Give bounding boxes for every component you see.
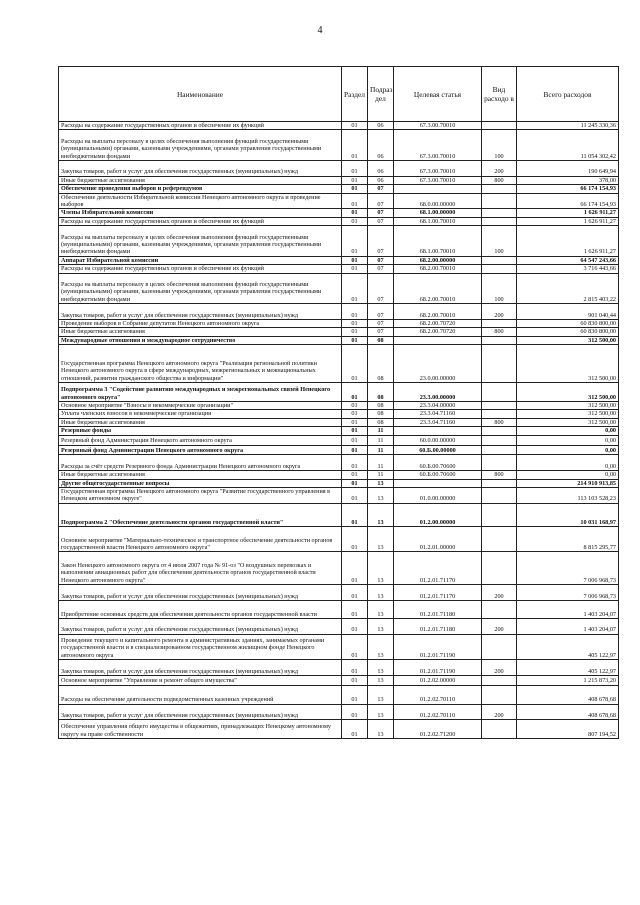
table-row xyxy=(59,704,619,720)
row-amount-cell: 11 054 302,42 xyxy=(517,130,619,161)
row-expense-type-cell xyxy=(482,601,517,619)
row-name-cell: Приобретение основных средств для обеспечения деятельности органов государственной власти xyxy=(59,601,342,619)
row-target-cell: 67.3.00.70010 xyxy=(394,176,482,184)
row-amount-cell: 11 245 330,36 xyxy=(517,122,619,130)
row-target-cell: 01.2.02.70110 xyxy=(394,704,482,720)
row-name-cell: Закупка товаров, работ и услуг для обеспечения государственных (муниципальных) нужд xyxy=(59,161,342,177)
table-row xyxy=(59,383,619,402)
row-amount-cell: 405 122,97 xyxy=(517,660,619,676)
row-target-cell: 68.1.00.00000 xyxy=(394,209,482,217)
row-expense-type-cell xyxy=(482,402,517,410)
row-razdel-cell: 01 xyxy=(342,487,368,503)
row-expense-type-cell: 100 xyxy=(482,273,517,304)
row-razdel-cell: 01 xyxy=(342,445,368,455)
row-target-cell: 60.Б.00.70600 xyxy=(394,455,482,471)
row-podrazdel-cell: 06 xyxy=(368,122,394,130)
budget-table xyxy=(58,66,619,739)
row-podrazdel-cell: 08 xyxy=(368,402,394,410)
row-name-cell: Закупка товаров, работ и услуг для обеспечения государственных (муниципальных) нужд xyxy=(59,619,342,635)
row-amount-cell: 408 678,68 xyxy=(517,685,619,704)
table-row xyxy=(59,445,619,455)
row-expense-type-cell xyxy=(482,193,517,209)
table-row xyxy=(59,304,619,320)
row-expense-type-cell xyxy=(482,479,517,487)
row-expense-type-cell xyxy=(482,256,517,264)
table-row xyxy=(59,526,619,551)
row-podrazdel-cell: 08 xyxy=(368,336,394,344)
row-name-cell: Расходы на содержание государственных органов и обеспечение их функций xyxy=(59,122,342,130)
row-expense-type-cell: 200 xyxy=(482,660,517,676)
row-expense-type-cell xyxy=(482,265,517,273)
row-razdel-cell: 01 xyxy=(342,552,368,585)
row-podrazdel-cell: 07 xyxy=(368,265,394,273)
row-expense-type-cell xyxy=(482,676,517,686)
table-row xyxy=(59,122,619,130)
row-expense-type-cell: 200 xyxy=(482,619,517,635)
row-name-cell: Основное мероприятие "Управление и ремонт общего имущества" xyxy=(59,676,342,686)
table-header-row xyxy=(59,67,619,122)
row-expense-type-cell xyxy=(482,503,517,526)
row-razdel-cell: 01 xyxy=(342,704,368,720)
row-amount-cell: 312 500,00 xyxy=(517,383,619,402)
row-target-cell: 01.2.01.71190 xyxy=(394,634,482,659)
row-name-cell: Расходы на содержание государственных органов и обеспечение их функций xyxy=(59,265,342,273)
row-podrazdel-cell: 07 xyxy=(368,273,394,304)
row-name-cell: Расходы на выплаты персоналу в целях обеспечения выполнения функций государственными (муниципальными) органами, казенными учреждениями, органами управления государственными внебюджетными фондами xyxy=(59,273,342,304)
row-podrazdel-cell: 11 xyxy=(368,435,394,445)
row-amount-cell: 1 626 911,27 xyxy=(517,226,619,257)
row-expense-type-cell: 200 xyxy=(482,304,517,320)
row-name-cell: Расходы на содержание государственных органов и обеспечение их функций xyxy=(59,217,342,225)
row-amount-cell: 807 194,52 xyxy=(517,720,619,739)
row-razdel-cell: 01 xyxy=(342,685,368,704)
row-expense-type-cell: 200 xyxy=(482,161,517,177)
row-podrazdel-cell: 13 xyxy=(368,619,394,635)
row-expense-type-cell: 100 xyxy=(482,130,517,161)
row-podrazdel-cell: 13 xyxy=(368,487,394,503)
row-name-cell: Иные бюджетные ассигнования xyxy=(59,471,342,479)
row-podrazdel-cell: 07 xyxy=(368,320,394,328)
table-row xyxy=(59,601,619,619)
row-podrazdel-cell: 11 xyxy=(368,471,394,479)
row-amount-cell: 1 403 204,07 xyxy=(517,619,619,635)
row-razdel-cell: 01 xyxy=(342,402,368,410)
row-name-cell: Закон Ненецкого автономного округа от 4 июля 2007 года № 91-оз "О воздушных перевозках и выполнении авиационных работ для обеспечения деятельности органов государственной власти Ненецкого автономного округа" xyxy=(59,552,342,585)
row-name-cell: Иные бюджетные ассигнования xyxy=(59,418,342,426)
row-amount-cell: 0,00 xyxy=(517,427,619,435)
row-target-cell: 01.2.00.00000 xyxy=(394,503,482,526)
row-name-cell: Закупка товаров, работ и услуг для обеспечения государственных (муниципальных) нужд xyxy=(59,304,342,320)
row-podrazdel-cell: 08 xyxy=(368,418,394,426)
row-expense-type-cell xyxy=(482,552,517,585)
row-expense-type-cell xyxy=(482,445,517,455)
row-podrazdel-cell: 07 xyxy=(368,217,394,225)
row-expense-type-cell: 800 xyxy=(482,328,517,336)
row-target-cell: 68.2.00.70720 xyxy=(394,320,482,328)
table-row xyxy=(59,660,619,676)
row-expense-type-cell xyxy=(482,383,517,402)
row-razdel-cell: 01 xyxy=(342,345,368,383)
row-razdel-cell: 01 xyxy=(342,585,368,601)
header-razdel: Раздел xyxy=(342,67,368,122)
row-razdel-cell: 01 xyxy=(342,217,368,225)
row-expense-type-cell: 800 xyxy=(482,176,517,184)
row-amount-cell: 312 500,00 xyxy=(517,336,619,344)
table-row xyxy=(59,585,619,601)
table-row xyxy=(59,328,619,336)
row-expense-type-cell xyxy=(482,634,517,659)
row-name-cell: Другие общегосударственные вопросы xyxy=(59,479,342,487)
page-number: 4 xyxy=(317,25,323,36)
row-name-cell: Резервный фонд Администрации Ненецкого автономного округа xyxy=(59,435,342,445)
table-row xyxy=(59,226,619,257)
row-target-cell xyxy=(394,185,482,193)
row-amount-cell: 312 500,00 xyxy=(517,410,619,418)
row-name-cell: Аппарат Избирательной комиссии xyxy=(59,256,342,264)
row-expense-type-cell xyxy=(482,209,517,217)
table-body xyxy=(59,122,619,739)
row-razdel-cell: 01 xyxy=(342,328,368,336)
table-row xyxy=(59,427,619,435)
row-amount-cell: 214 910 913,85 xyxy=(517,479,619,487)
table-row xyxy=(59,676,619,686)
row-target-cell xyxy=(394,336,482,344)
row-target-cell: 68.2.00.70010 xyxy=(394,265,482,273)
row-target-cell: 68.2.00.70720 xyxy=(394,328,482,336)
row-podrazdel-cell: 08 xyxy=(368,383,394,402)
row-target-cell: 01.2.02.70110 xyxy=(394,685,482,704)
row-razdel-cell: 01 xyxy=(342,256,368,264)
row-amount-cell: 0,00 xyxy=(517,455,619,471)
table-row xyxy=(59,503,619,526)
table-row xyxy=(59,410,619,418)
row-podrazdel-cell: 11 xyxy=(368,427,394,435)
row-podrazdel-cell: 13 xyxy=(368,720,394,739)
table-row xyxy=(59,455,619,471)
table-row xyxy=(59,256,619,264)
row-podrazdel-cell: 07 xyxy=(368,328,394,336)
row-razdel-cell: 01 xyxy=(342,619,368,635)
table-row xyxy=(59,265,619,273)
row-target-cell: 01.2.01.71180 xyxy=(394,619,482,635)
row-podrazdel-cell: 07 xyxy=(368,193,394,209)
row-podrazdel-cell: 13 xyxy=(368,479,394,487)
row-name-cell: Расходы на выплаты персоналу в целях обеспечения выполнения функций государственными (муниципальными) органами, казенными учреждениями, органами управления государственными внебюджетными фондами xyxy=(59,226,342,257)
row-expense-type-cell: 800 xyxy=(482,471,517,479)
row-name-cell: Расходы на выплаты персоналу в целях обеспечения выполнения функций государственными (муниципальными) органами, казенными учреждениями, органами управления государственными внебюджетными фондами xyxy=(59,130,342,161)
row-expense-type-cell xyxy=(482,427,517,435)
row-name-cell: Расходы за счёт средств Резервного фонда Администрации Ненецкого автономного округа xyxy=(59,455,342,471)
table-row xyxy=(59,161,619,177)
row-podrazdel-cell: 06 xyxy=(368,161,394,177)
row-razdel-cell: 01 xyxy=(342,676,368,686)
row-expense-type-cell xyxy=(482,410,517,418)
row-name-cell: Государственная программа Ненецкого автономного округа "Развитие государственного управления в Ненецком автономном округе" xyxy=(59,487,342,503)
row-expense-type-cell: 100 xyxy=(482,226,517,257)
row-expense-type-cell xyxy=(482,526,517,551)
table-row xyxy=(59,479,619,487)
row-razdel-cell: 01 xyxy=(342,427,368,435)
row-amount-cell: 405 122,97 xyxy=(517,634,619,659)
row-amount-cell: 408 678,68 xyxy=(517,704,619,720)
table-row xyxy=(59,435,619,445)
table-row xyxy=(59,209,619,217)
row-expense-type-cell xyxy=(482,320,517,328)
row-target-cell: 23.3.04.71160 xyxy=(394,418,482,426)
row-podrazdel-cell: 07 xyxy=(368,256,394,264)
row-podrazdel-cell: 07 xyxy=(368,304,394,320)
row-razdel-cell: 01 xyxy=(342,185,368,193)
table-row xyxy=(59,487,619,503)
table-row xyxy=(59,193,619,209)
row-amount-cell: 113 103 528,23 xyxy=(517,487,619,503)
row-expense-type-cell xyxy=(482,345,517,383)
row-podrazdel-cell: 13 xyxy=(368,552,394,585)
row-podrazdel-cell: 06 xyxy=(368,130,394,161)
row-target-cell: 60.Б.00.70600 xyxy=(394,471,482,479)
row-amount-cell: 901 040,44 xyxy=(517,304,619,320)
row-amount-cell: 60 830 800,00 xyxy=(517,320,619,328)
row-podrazdel-cell: 13 xyxy=(368,660,394,676)
row-target-cell: 23.3.00.00000 xyxy=(394,383,482,402)
row-target-cell: 68.1.00.70010 xyxy=(394,217,482,225)
row-name-cell: Международные отношения и международное сотрудничество xyxy=(59,336,342,344)
row-amount-cell: 378,00 xyxy=(517,176,619,184)
row-podrazdel-cell: 08 xyxy=(368,410,394,418)
row-podrazdel-cell: 13 xyxy=(368,601,394,619)
row-podrazdel-cell: 13 xyxy=(368,704,394,720)
row-razdel-cell: 01 xyxy=(342,320,368,328)
row-podrazdel-cell: 13 xyxy=(368,526,394,551)
row-amount-cell: 0,00 xyxy=(517,471,619,479)
row-target-cell: 68.2.00.70010 xyxy=(394,273,482,304)
row-podrazdel-cell: 11 xyxy=(368,455,394,471)
row-razdel-cell: 01 xyxy=(342,634,368,659)
row-razdel-cell: 01 xyxy=(342,418,368,426)
header-podrazdel: Подраз дел xyxy=(368,67,394,122)
row-podrazdel-cell: 13 xyxy=(368,634,394,659)
row-razdel-cell: 01 xyxy=(342,209,368,217)
row-target-cell: 68.2.00.00000 xyxy=(394,256,482,264)
row-podrazdel-cell: 07 xyxy=(368,209,394,217)
row-target-cell xyxy=(394,427,482,435)
row-name-cell: Закупка товаров, работ и услуг для обеспечения государственных (муниципальных) нужд xyxy=(59,585,342,601)
row-razdel-cell: 01 xyxy=(342,435,368,445)
row-razdel-cell: 01 xyxy=(342,455,368,471)
row-amount-cell: 10 031 168,97 xyxy=(517,503,619,526)
row-name-cell: Подпрограмма 3 "Содействие развитию международных и межрегиональных связей Ненецкого автономного округа" xyxy=(59,383,342,402)
row-razdel-cell: 01 xyxy=(342,383,368,402)
row-name-cell: Обеспечение управления общего имущества в общежитиях, принадлежащих Ненецкому автономному округу на праве собственности xyxy=(59,720,342,739)
row-expense-type-cell: 200 xyxy=(482,585,517,601)
row-target-cell: 01.2.01.00000 xyxy=(394,526,482,551)
table-row xyxy=(59,273,619,304)
row-amount-cell: 3 716 443,66 xyxy=(517,265,619,273)
row-expense-type-cell xyxy=(482,336,517,344)
row-amount-cell: 1 626 911,27 xyxy=(517,217,619,225)
table-row xyxy=(59,345,619,383)
row-razdel-cell: 01 xyxy=(342,226,368,257)
row-name-cell: Резервный фонд Администрации Ненецкого автономного округа xyxy=(59,445,342,455)
row-razdel-cell: 01 xyxy=(342,122,368,130)
row-name-cell: Основное мероприятие "Взносы в некоммерческие организации" xyxy=(59,402,342,410)
row-amount-cell: 312 500,00 xyxy=(517,418,619,426)
row-amount-cell: 64 547 243,66 xyxy=(517,256,619,264)
row-expense-type-cell xyxy=(482,685,517,704)
header-expense-type: Вид расходо в xyxy=(482,67,517,122)
table-row xyxy=(59,685,619,704)
row-podrazdel-cell: 08 xyxy=(368,345,394,383)
row-razdel-cell: 01 xyxy=(342,471,368,479)
row-razdel-cell: 01 xyxy=(342,410,368,418)
row-name-cell: Обеспечение проведения выборов и референдумов xyxy=(59,185,342,193)
row-name-cell: Члены Избирательной комиссии xyxy=(59,209,342,217)
row-target-cell: 23.3.04.71160 xyxy=(394,410,482,418)
row-target-cell xyxy=(394,479,482,487)
row-amount-cell: 60 830 800,00 xyxy=(517,328,619,336)
row-podrazdel-cell: 13 xyxy=(368,685,394,704)
table-row xyxy=(59,619,619,635)
row-target-cell: 68.2.00.70010 xyxy=(394,304,482,320)
row-amount-cell: 312 500,00 xyxy=(517,402,619,410)
row-razdel-cell: 01 xyxy=(342,130,368,161)
row-razdel-cell: 01 xyxy=(342,601,368,619)
row-amount-cell: 1 215 873,20 xyxy=(517,676,619,686)
row-target-cell: 01.2.01.71190 xyxy=(394,660,482,676)
table-row xyxy=(59,336,619,344)
row-razdel-cell: 01 xyxy=(342,336,368,344)
row-name-cell: Расходы на обеспечение деятельности подведомственных казенных учреждений xyxy=(59,685,342,704)
row-podrazdel-cell: 13 xyxy=(368,676,394,686)
row-expense-type-cell xyxy=(482,217,517,225)
row-target-cell: 23.3.04.00000 xyxy=(394,402,482,410)
row-amount-cell: 66 174 154,93 xyxy=(517,185,619,193)
header-target-article: Целевая статья xyxy=(394,67,482,122)
row-podrazdel-cell: 06 xyxy=(368,176,394,184)
header-total-expenses: Всего расходов xyxy=(517,67,619,122)
row-expense-type-cell xyxy=(482,487,517,503)
row-name-cell: Закупка товаров, работ и услуг для обеспечения государственных (муниципальных) нужд xyxy=(59,660,342,676)
row-expense-type-cell xyxy=(482,435,517,445)
row-amount-cell: 7 006 968,73 xyxy=(517,552,619,585)
row-target-cell: 01.2.01.71180 xyxy=(394,601,482,619)
row-podrazdel-cell: 13 xyxy=(368,503,394,526)
row-razdel-cell: 01 xyxy=(342,526,368,551)
row-amount-cell: 8 815 295,77 xyxy=(517,526,619,551)
row-amount-cell: 1 403 204,07 xyxy=(517,601,619,619)
row-razdel-cell: 01 xyxy=(342,479,368,487)
row-razdel-cell: 01 xyxy=(342,720,368,739)
table-row xyxy=(59,552,619,585)
row-expense-type-cell: 200 xyxy=(482,704,517,720)
row-target-cell: 01.0.00.00000 xyxy=(394,487,482,503)
row-amount-cell: 0,00 xyxy=(517,445,619,455)
row-name-cell: Проведение выборов в Собрание депутатов Ненецкого автономного округа xyxy=(59,320,342,328)
row-name-cell: Обеспечение деятельности Избирательной комиссии Ненецкого автономного округа и проведение выборов xyxy=(59,193,342,209)
row-name-cell: Подпрограмма 2 "Обеспечение деятельности органов государственной власти" xyxy=(59,503,342,526)
row-expense-type-cell xyxy=(482,122,517,130)
row-razdel-cell: 01 xyxy=(342,304,368,320)
row-podrazdel-cell: 13 xyxy=(368,585,394,601)
row-razdel-cell: 01 xyxy=(342,161,368,177)
row-amount-cell: 190 649,94 xyxy=(517,161,619,177)
row-target-cell: 67.3.00.70010 xyxy=(394,122,482,130)
row-name-cell: Иные бюджетные ассигнования xyxy=(59,328,342,336)
table-row xyxy=(59,402,619,410)
row-expense-type-cell xyxy=(482,185,517,193)
row-expense-type-cell xyxy=(482,455,517,471)
row-target-cell: 01.2.02.71200 xyxy=(394,720,482,739)
row-target-cell: 68.1.00.70010 xyxy=(394,226,482,257)
row-target-cell: 67.3.00.70010 xyxy=(394,130,482,161)
row-razdel-cell: 01 xyxy=(342,660,368,676)
table-row xyxy=(59,217,619,225)
row-expense-type-cell: 800 xyxy=(482,418,517,426)
table-row xyxy=(59,185,619,193)
table-row xyxy=(59,634,619,659)
row-name-cell: Иные бюджетные ассигнования xyxy=(59,176,342,184)
row-razdel-cell: 01 xyxy=(342,265,368,273)
row-razdel-cell: 01 xyxy=(342,273,368,304)
row-target-cell: 01.2.01.71170 xyxy=(394,552,482,585)
table-row xyxy=(59,720,619,739)
row-expense-type-cell xyxy=(482,720,517,739)
row-target-cell: 01.2.02.00000 xyxy=(394,676,482,686)
row-razdel-cell: 01 xyxy=(342,176,368,184)
table-row xyxy=(59,320,619,328)
row-podrazdel-cell: 11 xyxy=(368,445,394,455)
row-razdel-cell: 01 xyxy=(342,503,368,526)
table-row xyxy=(59,130,619,161)
row-podrazdel-cell: 07 xyxy=(368,226,394,257)
row-name-cell: Закупка товаров, работ и услуг для обеспечения государственных (муниципальных) нужд xyxy=(59,704,342,720)
row-amount-cell: 66 174 154,93 xyxy=(517,193,619,209)
row-amount-cell: 1 626 911,27 xyxy=(517,209,619,217)
row-name-cell: Государственная программа Ненецкого автономного округа "Реализация региональной политики Ненецкого автономного округа в сфере международных, межрегиональных и межнациональных отношений, развития гражданского общества и информации" xyxy=(59,345,342,383)
header-name: Наименование xyxy=(59,67,342,122)
row-target-cell: 60.Б.00.00000 xyxy=(394,445,482,455)
row-name-cell: Основное мероприятие "Материально-техническое и транспортное обеспечение деятельности органов государственной власти Ненецкого автономного округа" xyxy=(59,526,342,551)
row-amount-cell: 0,00 xyxy=(517,435,619,445)
table-row xyxy=(59,176,619,184)
row-razdel-cell: 01 xyxy=(342,193,368,209)
row-name-cell: Уплата членских взносов в некоммерческие организации xyxy=(59,410,342,418)
table-row xyxy=(59,418,619,426)
table-row xyxy=(59,471,619,479)
row-target-cell: 67.3.00.70010 xyxy=(394,161,482,177)
row-target-cell: 23.0.00.00000 xyxy=(394,345,482,383)
row-target-cell: 60.0.00.00000 xyxy=(394,435,482,445)
row-name-cell: Резервные фонды xyxy=(59,427,342,435)
row-target-cell: 01.2.01.71170 xyxy=(394,585,482,601)
row-amount-cell: 7 006 968,73 xyxy=(517,585,619,601)
row-name-cell: Проведение текущего и капитального ремонта в административных зданиях, занимаемых органами государственной власти и в специализированном государственном жилищном фонде Ненецкого автономного округа xyxy=(59,634,342,659)
row-target-cell: 68.0.00.00000 xyxy=(394,193,482,209)
row-amount-cell: 2 815 403,22 xyxy=(517,273,619,304)
row-podrazdel-cell: 07 xyxy=(368,185,394,193)
row-amount-cell: 312 500,00 xyxy=(517,345,619,383)
